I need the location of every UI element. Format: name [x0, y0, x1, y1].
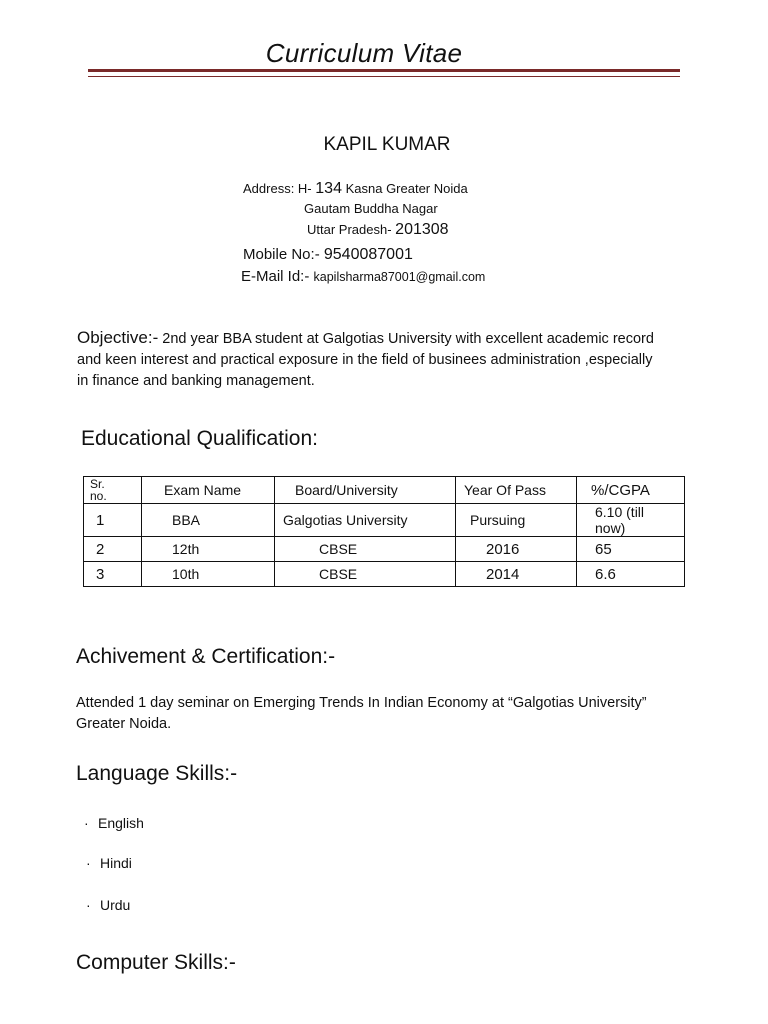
candidate-name: KAPIL KUMAR — [323, 134, 451, 155]
header-sr-no — [84, 477, 142, 504]
language-hindi: Hindi — [100, 855, 132, 871]
mobile-value: 9540087001 — [323, 246, 413, 263]
address-pin: 201308 — [395, 221, 449, 238]
table-row — [84, 537, 685, 562]
cell-year: Pursuing — [456, 504, 577, 537]
list-item — [84, 815, 144, 831]
address-line-3 — [307, 221, 449, 239]
achievement-heading: Achivement & Certification:- — [76, 645, 336, 668]
header-board: Board/University — [275, 477, 456, 504]
document-title: Curriculum Vitae — [265, 38, 463, 68]
cell-cgpa: 65 — [577, 537, 685, 562]
address-number: 134 — [315, 180, 342, 197]
objective-text-1: 2nd year BBA student at Galgotias University with excellent academic record — [162, 331, 654, 347]
header-cgpa: %/CGPA — [577, 477, 685, 504]
email-value: kapilsharma87001@gmail.com — [313, 270, 486, 284]
cell-year: 2014 — [456, 562, 577, 587]
cell-exam: BBA — [142, 504, 275, 537]
address-line-2: Gautam Buddha Nagar — [304, 201, 438, 216]
language-heading: Language Skills:- — [76, 762, 238, 785]
objective-line-2: and keen interest and practical exposure in the field of businees administration ,especially — [77, 352, 653, 368]
objective-line-3: in finance and banking management. — [77, 373, 315, 389]
cell-year: 2016 — [456, 537, 577, 562]
address-line-1-rest: Kasna Greater Noida — [345, 181, 468, 196]
objective-label: Objective:- — [77, 328, 159, 347]
cell-board: CBSE — [275, 562, 456, 587]
objective-section — [77, 327, 717, 392]
achievement-line-1: Attended 1 day seminar on Emerging Trends In Indian Economy at “Galgotias University” — [76, 695, 647, 711]
table-header-row — [84, 477, 685, 504]
header-exam-name: Exam Name — [142, 477, 275, 504]
address-state: Uttar Pradesh- — [307, 222, 392, 237]
table-row — [84, 562, 685, 587]
language-english: English — [98, 815, 144, 831]
header-no: no. — [90, 489, 107, 503]
language-urdu: Urdu — [100, 897, 131, 913]
table-row — [84, 504, 685, 537]
education-table — [83, 476, 685, 587]
cell-board: CBSE — [275, 537, 456, 562]
cell-cgpa: 6.10 (till now) — [577, 504, 685, 537]
cell-sr: 1 — [84, 504, 142, 537]
email-label: E-Mail Id:- — [241, 268, 310, 285]
title-rule-thin — [88, 76, 680, 77]
bullet-dot: · — [86, 897, 91, 913]
title-rule-thick — [88, 69, 680, 72]
mobile-label: Mobile No:- — [243, 246, 320, 263]
cell-cgpa: 6.6 — [577, 562, 685, 587]
mobile-line — [243, 246, 413, 264]
header-sr: Sr. — [90, 477, 105, 491]
email-line — [241, 268, 485, 285]
achievement-text — [76, 693, 716, 735]
address-line-1 — [243, 180, 468, 198]
address-label: Address: H- — [243, 181, 312, 196]
cell-exam: 10th — [142, 562, 275, 587]
cell-sr: 3 — [84, 562, 142, 587]
bullet-dot: · — [86, 855, 91, 871]
cell-sr: 2 — [84, 537, 142, 562]
objective-line-1 — [77, 327, 717, 350]
list-item — [86, 855, 132, 871]
list-item — [86, 897, 130, 913]
header-year: Year Of Pass — [456, 477, 577, 504]
computer-heading: Computer Skills:- — [76, 951, 236, 974]
cell-board: Galgotias University — [275, 504, 456, 537]
education-heading: Educational Qualification: — [81, 427, 318, 450]
cell-exam: 12th — [142, 537, 275, 562]
bullet-dot: · — [84, 815, 89, 831]
achievement-line-2: Greater Noida. — [76, 716, 172, 732]
